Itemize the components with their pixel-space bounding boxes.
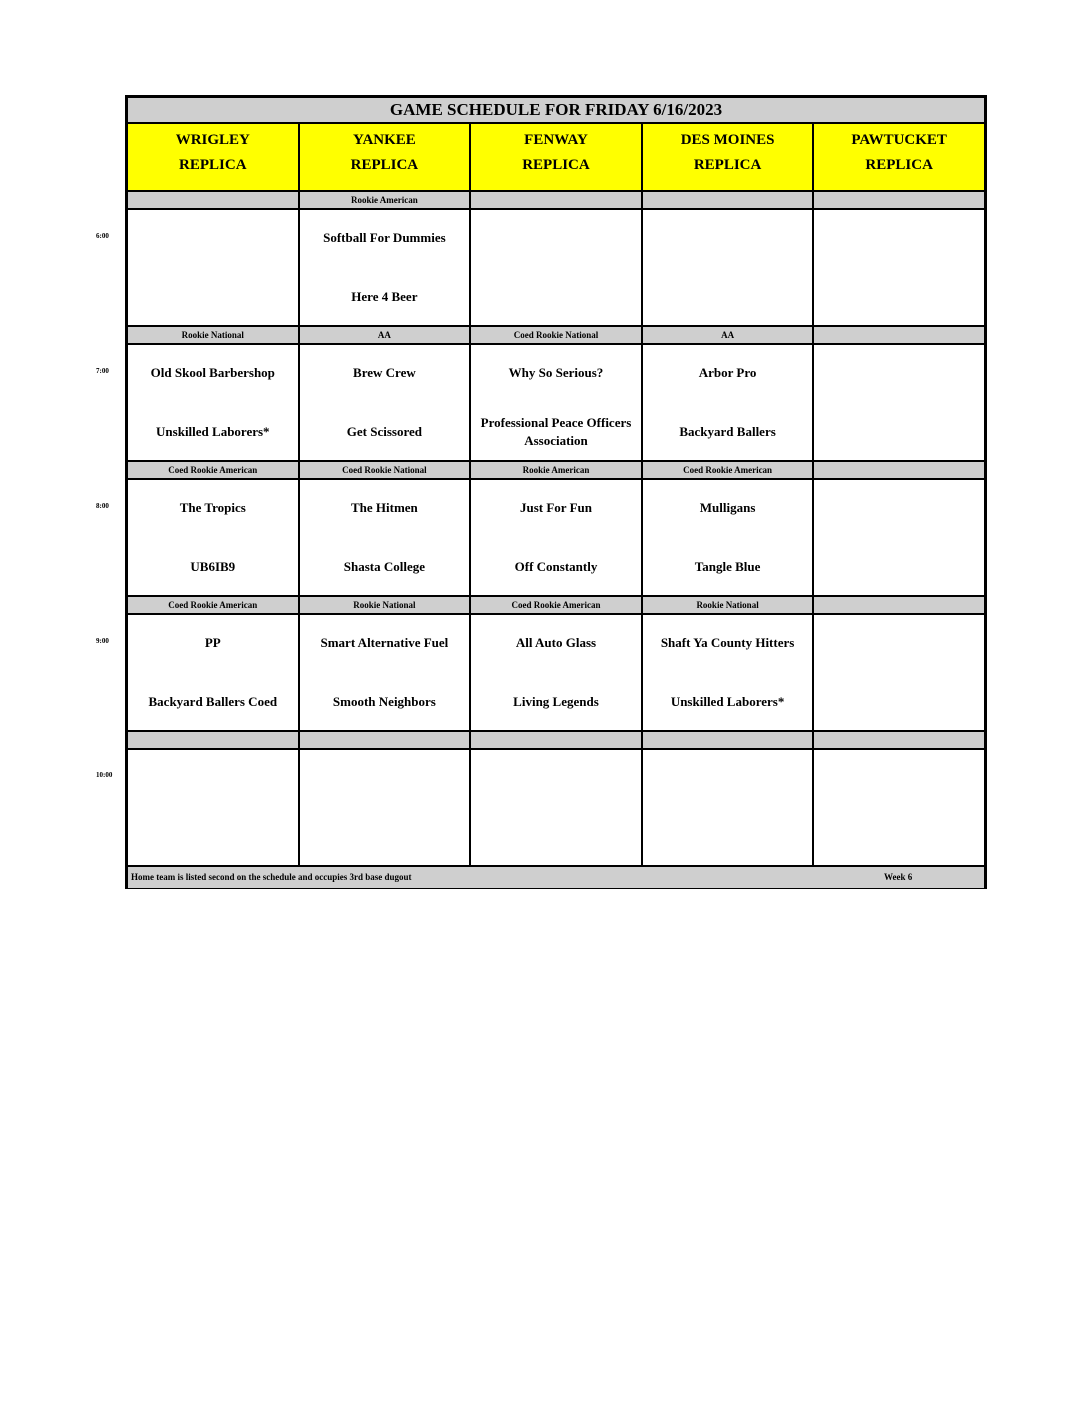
division-label: Rookie National	[643, 597, 815, 613]
game-cell	[643, 615, 815, 730]
game-cell	[300, 480, 472, 595]
division-label	[814, 327, 984, 343]
game-row	[128, 480, 984, 595]
field-header	[814, 124, 984, 190]
home-team: Backyard Ballers	[679, 424, 776, 439]
home-team: Smooth Neighbors	[332, 694, 436, 709]
division-label: Coed Rookie American	[643, 462, 815, 478]
away-team: The Hitmen	[350, 500, 418, 515]
game-cell	[643, 480, 815, 595]
division-label	[814, 732, 984, 748]
game-cell	[643, 750, 815, 865]
game-cell	[471, 345, 643, 460]
division-label	[814, 192, 984, 208]
game-cell	[300, 345, 472, 460]
division-row	[128, 325, 984, 345]
game-cell	[128, 750, 300, 865]
field-name: PAWTUCKET	[851, 132, 947, 148]
game-cell	[471, 615, 643, 730]
division-label: AA	[300, 327, 472, 343]
division-label: Rookie American	[471, 462, 643, 478]
division-label	[128, 732, 300, 748]
division-label	[814, 462, 984, 478]
game-cell	[128, 615, 300, 730]
division-row	[128, 595, 984, 615]
game-cell	[128, 210, 300, 325]
field-name: YANKEE	[352, 132, 416, 148]
field-name: WRIGLEY	[175, 132, 250, 148]
division-label	[643, 732, 815, 748]
division-label	[471, 192, 643, 208]
division-label	[300, 732, 472, 748]
field-type: REPLICA	[522, 157, 590, 173]
division-row	[128, 460, 984, 480]
home-team: UB6IB9	[190, 559, 236, 574]
division-label: AA	[643, 327, 815, 343]
division-row	[128, 190, 984, 210]
home-team: Backyard Ballers Coed	[148, 694, 278, 709]
game-cell	[814, 750, 984, 865]
game-cell	[643, 345, 815, 460]
division-label: Coed Rookie American	[471, 597, 643, 613]
division-label	[471, 732, 643, 748]
division-label	[814, 597, 984, 613]
field-header-row	[128, 124, 984, 192]
footer-row	[128, 865, 984, 888]
home-team-note: Home team is listed second on the schedule and occupies 3rd base dugout	[131, 872, 412, 882]
division-label: Rookie National	[128, 327, 300, 343]
away-team: Why So Serious?	[508, 365, 604, 380]
field-type: REPLICA	[350, 157, 419, 173]
home-team: Off Constantly	[514, 559, 598, 574]
division-label: Coed Rookie National	[471, 327, 643, 343]
field-name: FENWAY	[524, 132, 588, 148]
game-cell	[300, 210, 472, 325]
game-cell	[471, 210, 643, 325]
away-team: Brew Crew	[353, 365, 416, 380]
away-team: Mulligans	[699, 500, 756, 515]
away-team: Softball For Dummies	[323, 230, 446, 245]
game-cell	[128, 480, 300, 595]
schedule-table	[125, 95, 987, 889]
away-team: The Tropics	[179, 500, 246, 515]
game-cell	[814, 210, 984, 325]
time-label-7pm: 7:00	[96, 367, 109, 375]
field-type: REPLICA	[179, 157, 247, 173]
home-team: Unskilled Laborers*	[156, 424, 270, 439]
away-team: Shaft Ya County Hitters	[660, 635, 795, 650]
home-team: Living Legends	[513, 694, 599, 709]
game-cell	[814, 345, 984, 460]
week-label: Week 6	[884, 872, 913, 882]
home-team: Unskilled Laborers*	[670, 694, 785, 709]
home-team: Get Scissored	[346, 424, 422, 439]
game-cell	[300, 615, 472, 730]
away-team: Arbor Pro	[698, 365, 757, 380]
away-team: Just For Fun	[519, 500, 592, 515]
game-row	[128, 210, 984, 325]
schedule-title: GAME SCHEDULE FOR FRIDAY 6/16/2023	[128, 98, 984, 124]
field-type: REPLICA	[693, 157, 762, 173]
game-cell	[128, 345, 300, 460]
division-row	[128, 730, 984, 750]
game-cell	[471, 750, 643, 865]
game-cell	[814, 480, 984, 595]
away-team: PP	[204, 635, 221, 650]
field-header	[643, 124, 815, 190]
game-cell	[471, 480, 643, 595]
field-type: REPLICA	[865, 157, 933, 173]
game-row	[128, 615, 984, 730]
game-cell	[814, 615, 984, 730]
game-cell	[643, 210, 815, 325]
away-team: All Auto Glass	[515, 635, 597, 650]
division-label: Rookie American	[300, 192, 472, 208]
home-team: Professional Peace Officers Association	[480, 415, 632, 448]
away-team: Smart Alternative Fuel	[320, 635, 449, 650]
game-row	[128, 345, 984, 460]
time-label-8pm: 8:00	[96, 502, 109, 510]
time-label-6pm: 6:00	[96, 232, 109, 240]
time-label-10pm: 10:00	[96, 771, 113, 779]
division-label	[643, 192, 815, 208]
time-label-9pm: 9:00	[96, 637, 109, 645]
field-header	[128, 124, 300, 190]
division-label: Rookie National	[300, 597, 472, 613]
home-team: Shasta College	[343, 559, 426, 574]
game-cell	[300, 750, 472, 865]
game-row	[128, 750, 984, 865]
home-team: Here 4 Beer	[351, 289, 418, 304]
division-label: Coed Rookie American	[128, 597, 300, 613]
field-name: DES MOINES	[680, 132, 775, 148]
home-team: Tangle Blue	[694, 559, 761, 574]
division-label	[128, 192, 300, 208]
field-header	[471, 124, 643, 190]
division-label: Coed Rookie National	[300, 462, 472, 478]
division-label: Coed Rookie American	[128, 462, 300, 478]
field-header	[300, 124, 472, 190]
away-team: Old Skool Barbershop	[150, 365, 275, 380]
